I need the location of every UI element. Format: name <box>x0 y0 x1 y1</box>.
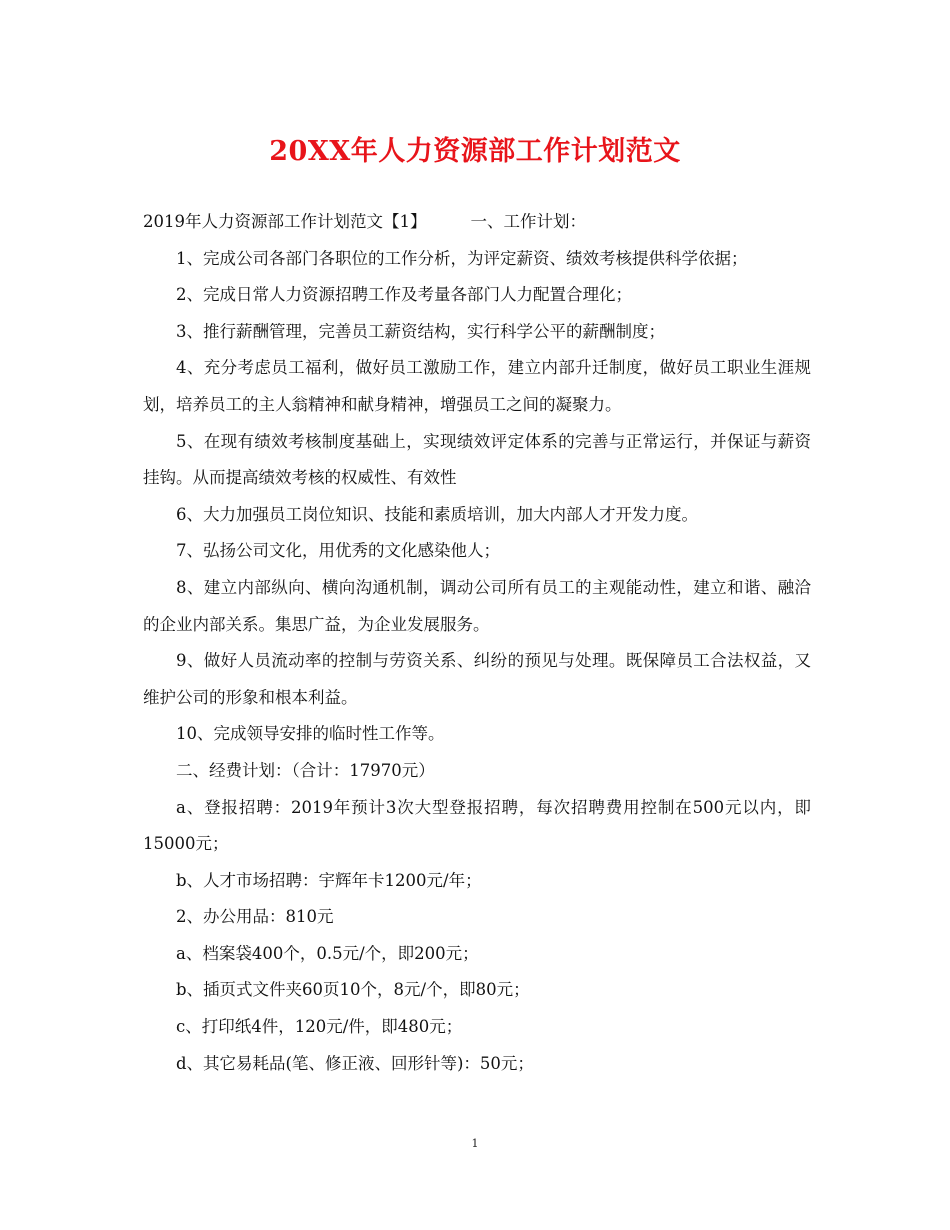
page-number: 1 <box>471 1137 479 1150</box>
supplies-item-b: b、插页式文件夹60页10个，8元/个，即80元； <box>176 980 530 1000</box>
intro-part1: 2019年人力资源部工作计划范文【1】 <box>143 212 427 231</box>
paragraph-9: 9、做好人员流动率的控制与劳资关系、纠纷的预见与处理。既保障员工合法权益，又维护公司的形象和根本利益。 <box>143 651 811 707</box>
intro-part2: 一、工作计划： <box>470 212 586 231</box>
paragraph-2: 2、完成日常人力资源招聘工作及考量各部门人力配置合理化； <box>176 285 632 305</box>
paragraph-6: 6、大力加强员工岗位知识、技能和素质培训，加大内部人才开发力度。 <box>176 504 698 524</box>
document-body <box>143 204 811 1082</box>
paragraph-8: 8、建立内部纵向、横向沟通机制，调动公司所有员工的主观能动性，建立和谐、融洽的企业内部关系。集思广益，为企业发展服务。 <box>143 577 811 634</box>
office-supplies-heading: 2、办公用品：810元 <box>176 907 334 927</box>
section-heading-budget: 二、经费计划：（合计：17970元） <box>176 760 435 780</box>
intro-paragraph <box>143 204 811 241</box>
paragraph-1: 1、完成公司各部门各职位的工作分析，为评定薪资、绩效考核提供科学依据； <box>176 248 748 268</box>
paragraph-3: 3、推行薪酬管理，完善员工薪资结构，实行科学公平的薪酬制度； <box>176 321 665 341</box>
paragraph-7: 7、弘扬公司文化，用优秀的文化感染他人； <box>176 541 500 561</box>
supplies-item-c: c、打印纸4件，120元/件，即480元； <box>176 1017 463 1037</box>
budget-item-b: b、人才市场招聘：宇辉年卡1200元/年； <box>176 870 482 890</box>
paragraph-10: 10、完成领导安排的临时性工作等。 <box>176 724 445 744</box>
paragraph-4: 4、充分考虑员工福利，做好员工激励工作，建立内部升迁制度，做好员工职业生涯规划，培养员工的主人翁精神和献身精神，增强员工之间的凝聚力。 <box>143 358 811 414</box>
document-title: 20XX年人力资源部工作计划范文 <box>269 136 681 167</box>
supplies-item-a: a、档案袋400个，0.5元/个，即200元； <box>176 943 479 963</box>
supplies-item-d: d、其它易耗品(笔、修正液、回形针等)：50元； <box>176 1053 534 1073</box>
paragraph-5: 5、在现有绩效考核制度基础上，实现绩效评定体系的完善与正常运行，并保证与薪资挂钩。从而提高绩效考核的权威性、有效性 <box>143 431 811 488</box>
budget-item-a: a、登报招聘：2019年预计3次大型登报招聘，每次招聘费用控制在500元以内，即15000元； <box>143 797 811 854</box>
